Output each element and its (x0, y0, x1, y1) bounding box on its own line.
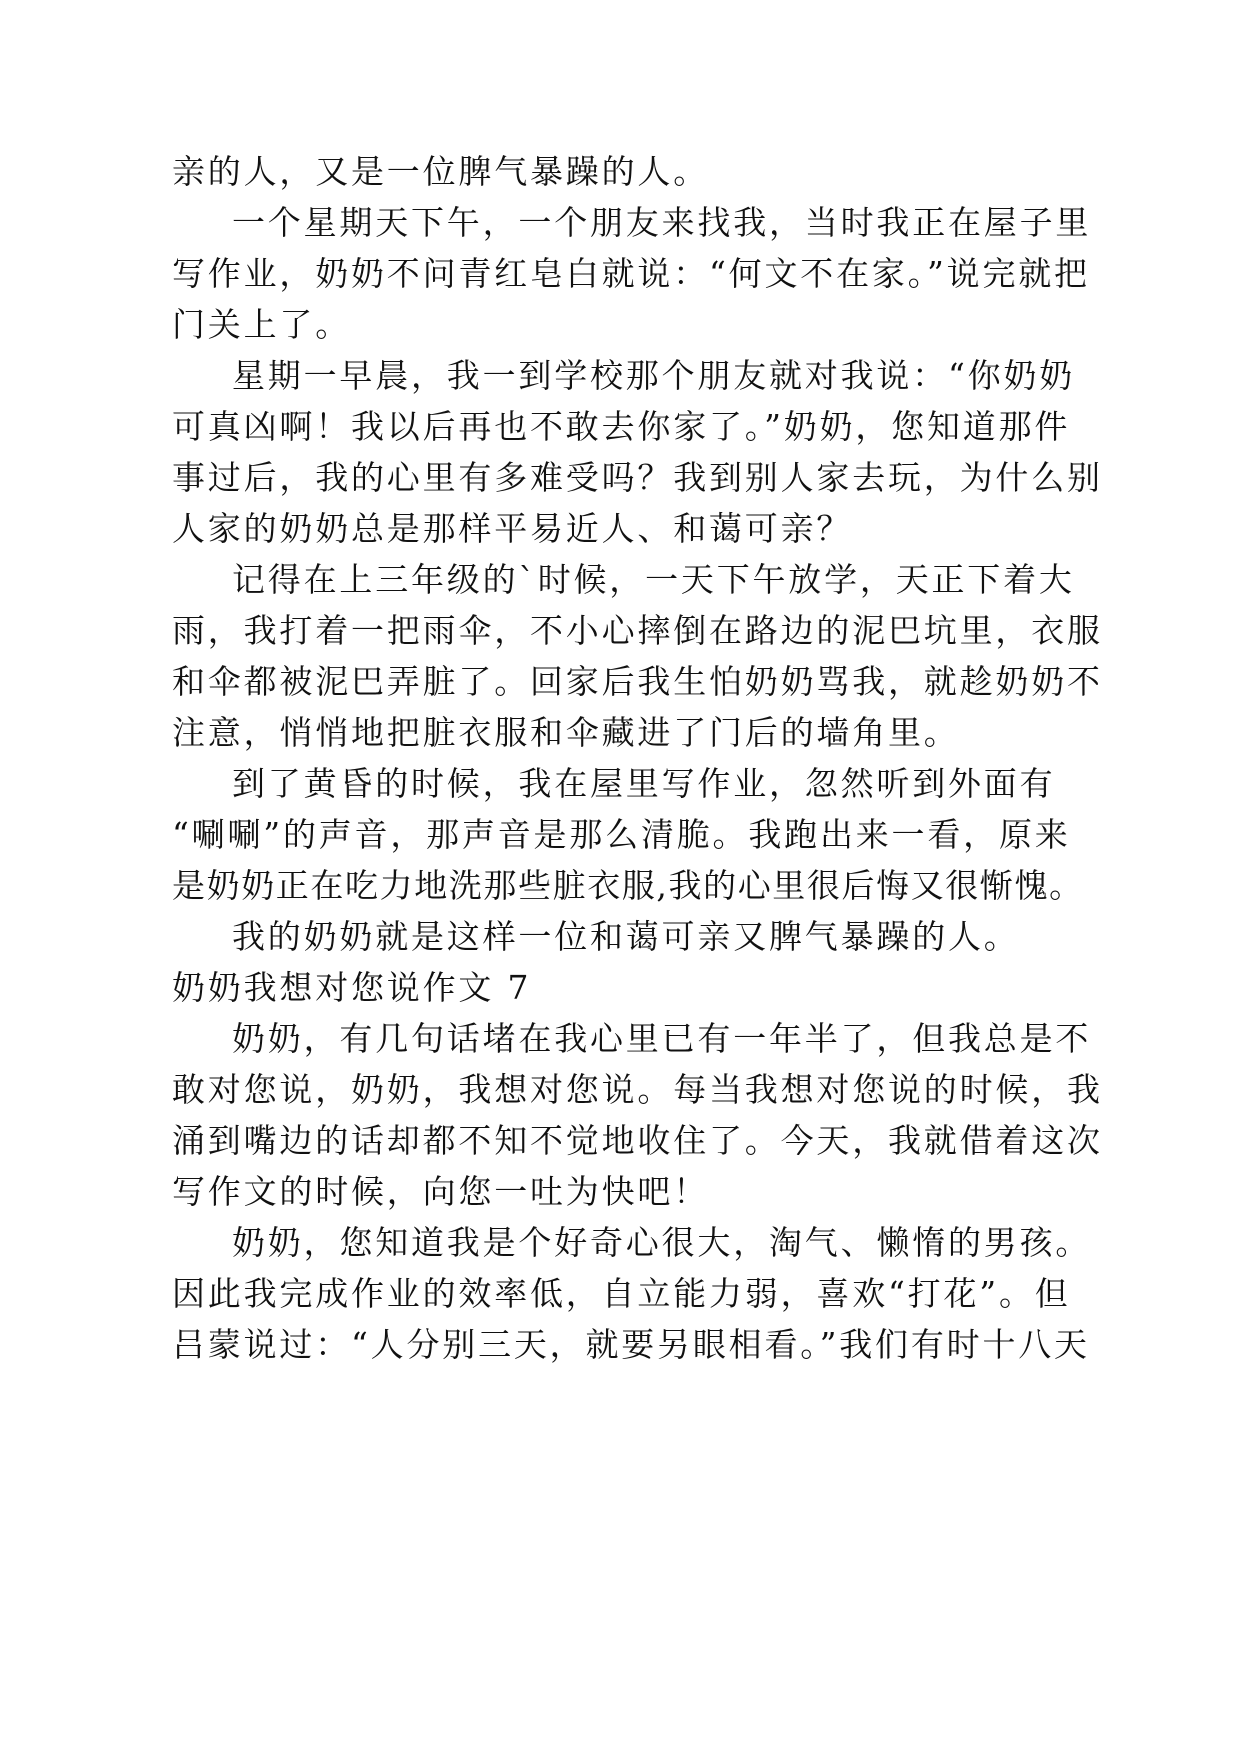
text-line: 事过后，我的心里有多难受吗？我到别人家去玩，为什么别 (172, 458, 1103, 497)
text-line: 门关上了。 (172, 305, 351, 344)
text-line: 是奶奶正在吃力地洗那些脏衣服,我的心里很后悔又很惭愧。 (172, 866, 1084, 905)
text-line: 和伞都被泥巴弄脏了。回家后我生怕奶奶骂我，就趁奶奶不 (172, 662, 1103, 701)
text-line: 涌到嘴边的话却都不知不觉地收住了。今天，我就借着这次 (172, 1121, 1103, 1160)
text-line: 人家的奶奶总是那样平易近人、和蔼可亲？ (172, 509, 853, 548)
paragraph-first-line: 到了黄昏的时候，我在屋里写作业，忽然听到外面有 (232, 764, 1056, 803)
text-line: 写作业，奶奶不问青红皂白就说：“何文不在家。”说完就把 (172, 254, 1090, 293)
text-line: 吕蒙说过：“人分别三天，就要另眼相看。”我们有时十八天 (172, 1325, 1090, 1364)
paragraph-first-line: 记得在上三年级的`时候，一天下午放学，天正下着大 (232, 560, 1075, 599)
paragraph-first-line: 一个星期天下午，一个朋友来找我，当时我正在屋子里 (232, 203, 1092, 242)
text-line: 敢对您说，奶奶，我想对您说。每当我想对您说的时候，我 (172, 1070, 1103, 1109)
text-line: 因此我完成作业的效率低，自立能力弱，喜欢“打花”。但 (172, 1274, 1071, 1313)
text-line: “唰唰”的声音，那声音是那么清脆。我跑出来一看，原来 (172, 815, 1071, 854)
paragraph-first-line: 星期一早晨，我一到学校那个朋友就对我说：“你奶奶 (232, 356, 1076, 395)
text-line: 亲的人，又是一位脾气暴躁的人。 (172, 152, 709, 191)
text-line: 可真凶啊！我以后再也不敢去你家了。”奶奶，您知道那件 (172, 407, 1071, 446)
paragraph-first-line: 奶奶，有几句话堵在我心里已有一年半了，但我总是不 (232, 1019, 1092, 1058)
text-line: 写作文的时候，向您一吐为快吧！ (172, 1172, 709, 1211)
section-heading: 奶奶我想对您说作文 7 (172, 968, 532, 1007)
paragraph-first-line: 我的奶奶就是这样一位和蔼可亲又脾气暴躁的人。 (232, 917, 1020, 956)
paragraph-first-line: 奶奶，您知道我是个好奇心很大，淘气、懒惰的男孩。 (232, 1223, 1092, 1262)
text-line: 注意，悄悄地把脏衣服和伞藏进了门后的墙角里。 (172, 713, 960, 752)
text-line: 雨，我打着一把雨伞，不小心摔倒在路边的泥巴坑里，衣服 (172, 611, 1103, 650)
